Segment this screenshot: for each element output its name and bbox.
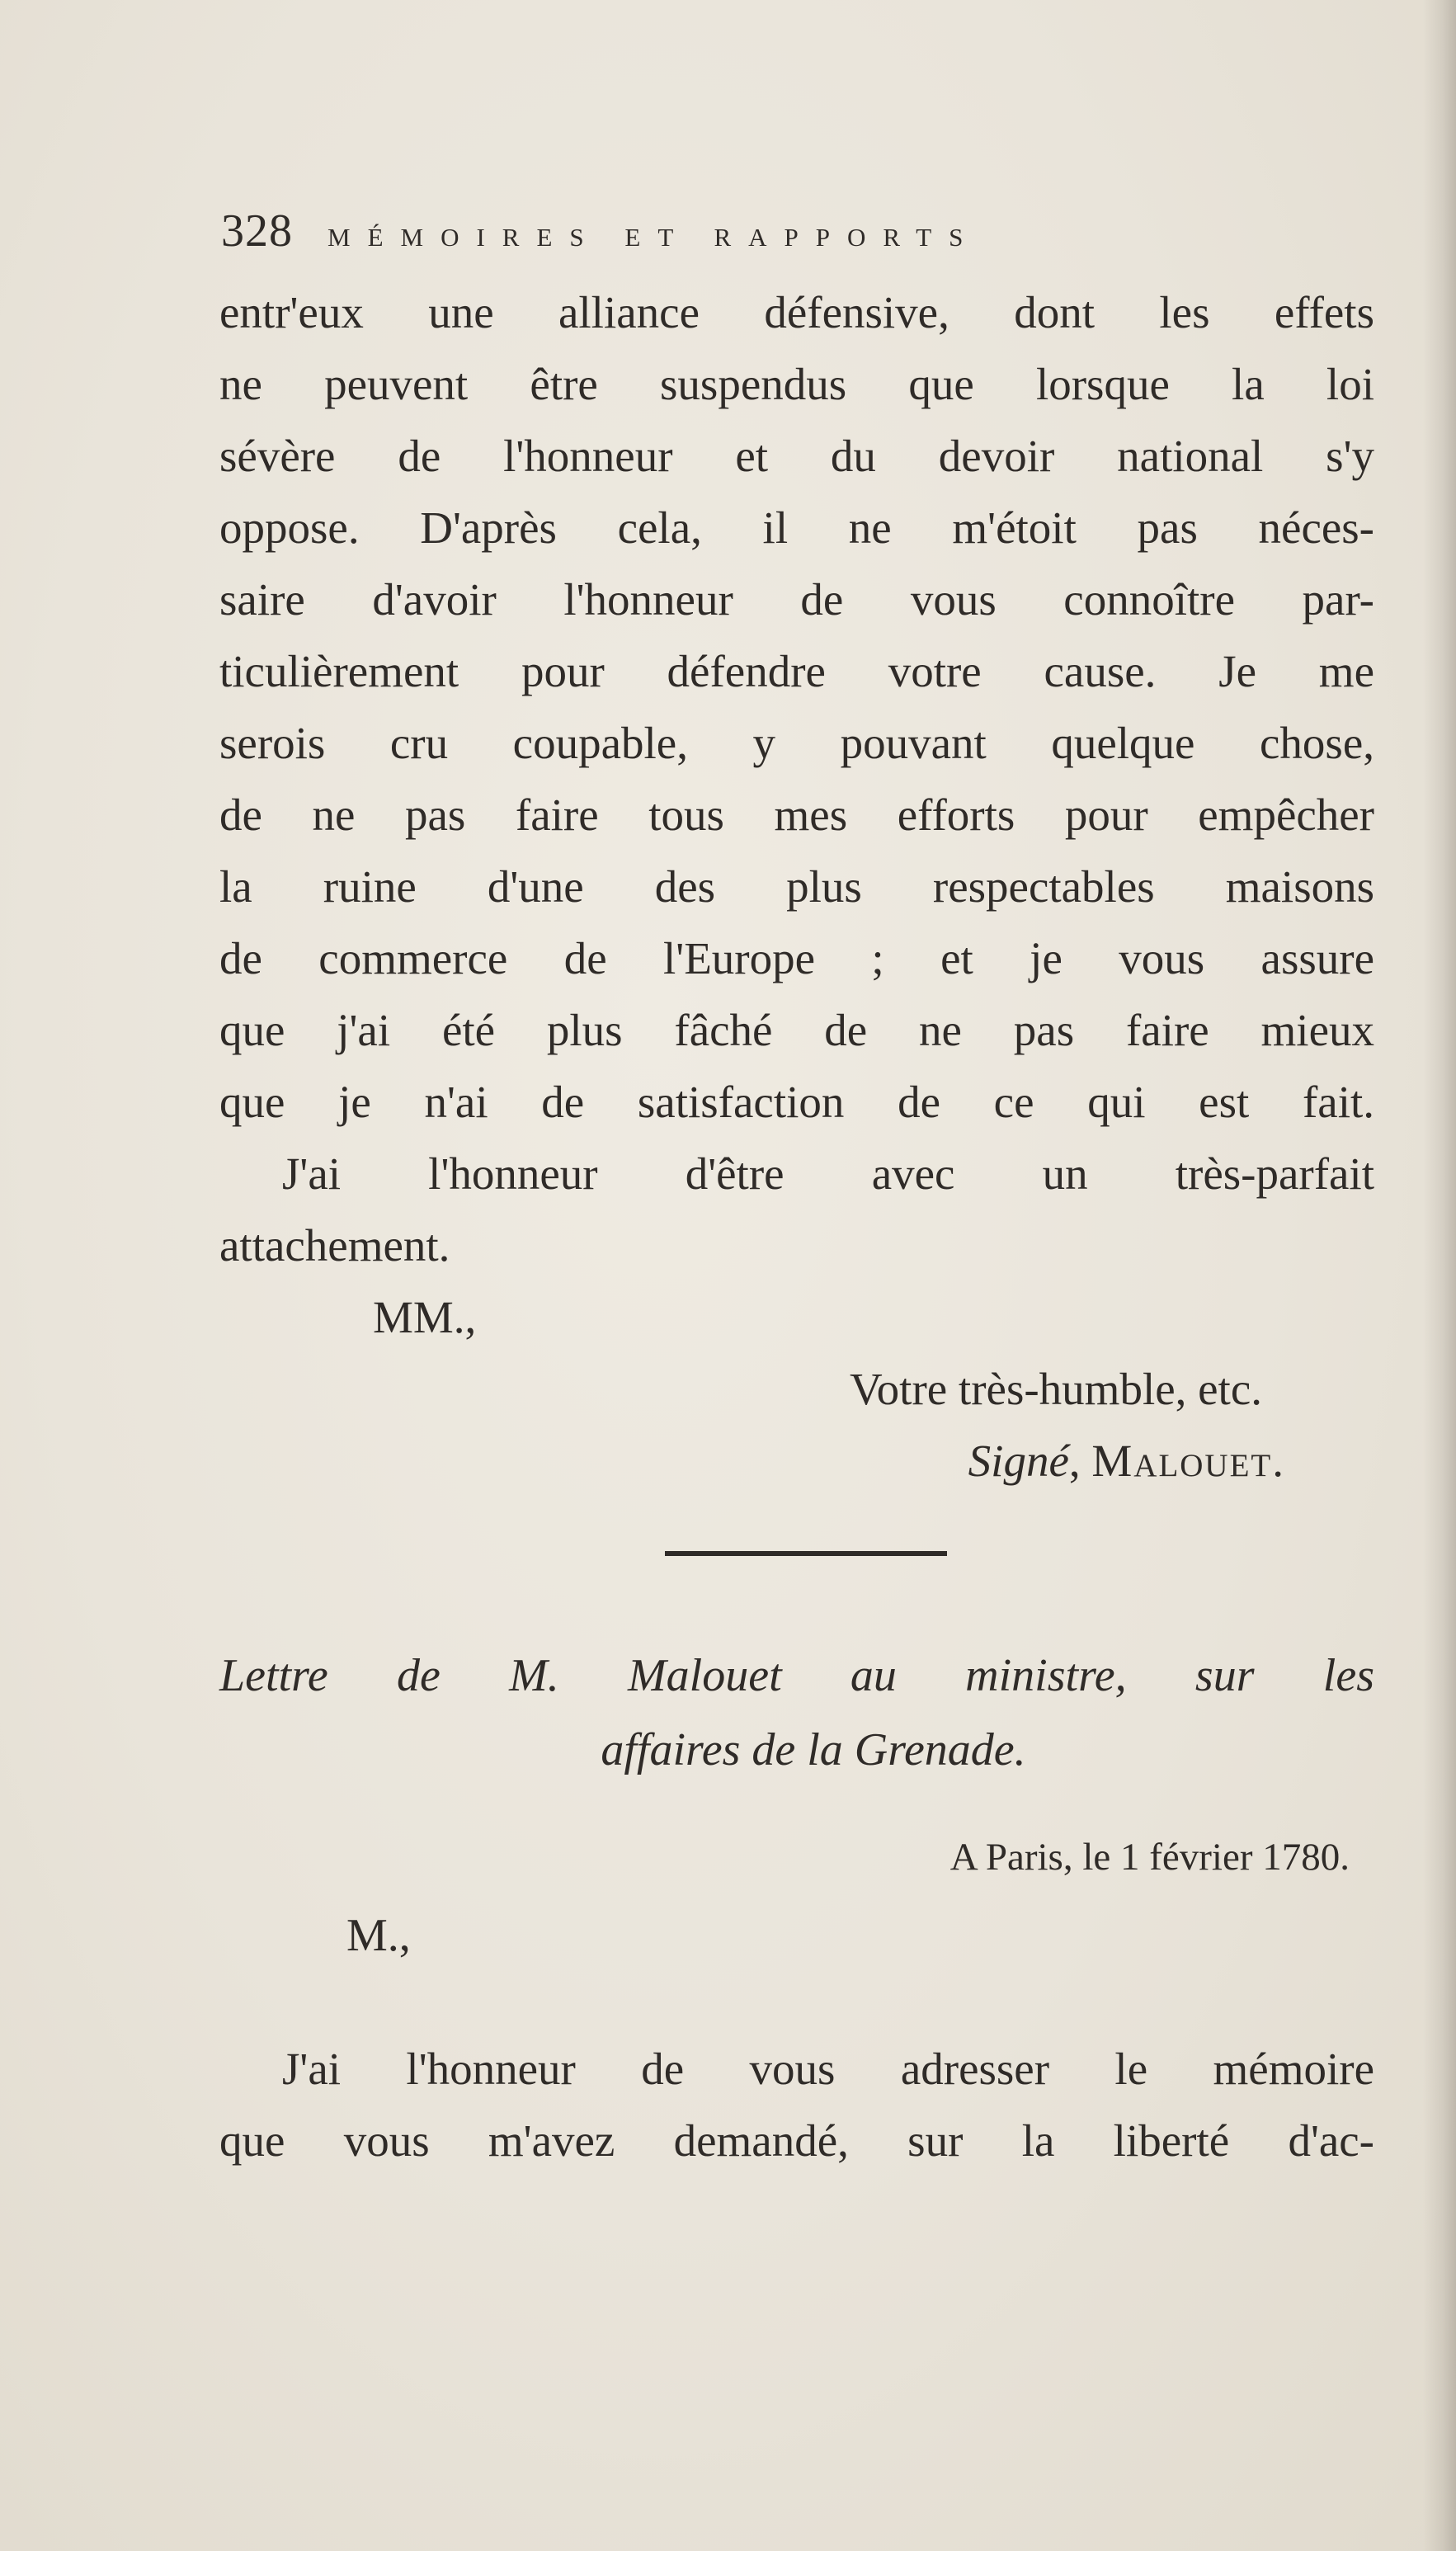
body-line: que j'ai été plus fâché de ne pas faire mieux — [219, 1005, 1374, 1055]
body-line: entr'eux une alliance défensive, dont les effets — [219, 287, 1374, 337]
closing-line: attachement. — [219, 1220, 450, 1271]
body-line: ne peuvent être suspendus que lorsque la loi — [219, 359, 1374, 409]
letter-title — [219, 1639, 1374, 1787]
letter-continuation — [219, 276, 1374, 1497]
body-line: de ne pas faire tous mes efforts pour empêcher — [219, 790, 1374, 840]
letter-title-line: affaires de la Grenade. — [601, 1724, 1026, 1775]
letter-title-line: Lettre de M. Malouet au ministre, sur les — [219, 1650, 1374, 1701]
body-line: que vous m'avez demandé, sur la liberté d'ac- — [219, 2115, 1374, 2166]
signe-label: Signé — [968, 1436, 1069, 1486]
body-line: la ruine d'une des plus respectables maisons — [219, 861, 1374, 912]
body-line: J'ai l'honneur de vous adresser le mémoire — [282, 2044, 1374, 2094]
page-gutter-shadow — [1423, 0, 1456, 2551]
letter-salutation: M., — [346, 1910, 411, 1961]
body-line: de commerce de l'Europe ; et je vous assure — [219, 933, 1374, 983]
signatory-name: Malouet. — [1091, 1436, 1285, 1486]
letter-body — [219, 2033, 1374, 2176]
closing-salutation: MM., — [373, 1292, 477, 1342]
page-header — [221, 205, 1376, 262]
body-line: ticulièrement pour défendre votre cause. Je me — [219, 646, 1374, 696]
body-line: sévère de l'honneur et du devoir national s'y — [219, 431, 1374, 481]
page-number: 328 — [221, 205, 293, 257]
signature-separator: , — [1068, 1436, 1092, 1486]
body-line: oppose. D'après cela, il ne m'étoit pas néces- — [219, 502, 1374, 553]
body-line: serois cru coupable, y pouvant quelque chose, — [219, 718, 1374, 768]
running-title: MÉMOIRES ET RAPPORTS — [327, 223, 981, 252]
body-line: saire d'avoir l'honneur de vous connoître par- — [219, 574, 1374, 625]
signature-line — [219, 1425, 1374, 1497]
valediction: Votre très-humble, etc. — [850, 1364, 1262, 1414]
section-divider — [665, 1551, 947, 1556]
letter-dateline: A Paris, le 1 février 1780. — [949, 1836, 1350, 1879]
body-line: que je n'ai de satisfaction de ce qui est fait. — [219, 1077, 1374, 1127]
closing-line: J'ai l'honneur d'être avec un très-parfait — [282, 1148, 1374, 1199]
